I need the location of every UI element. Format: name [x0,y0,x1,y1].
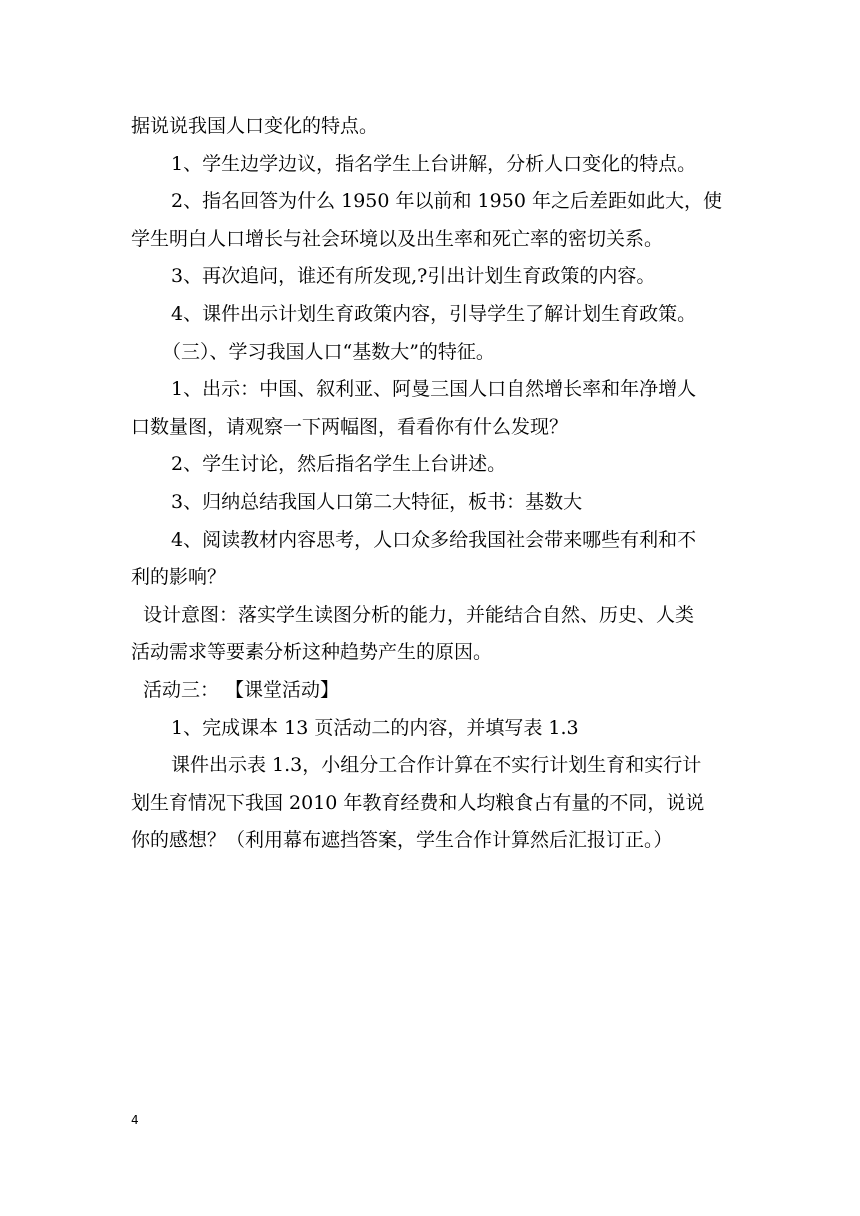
paragraph-line: 2、指名回答为什么 1950 年以前和 1950 年之后差距如此大，使 [171,190,722,213]
paragraph-line: 学生明白人口增长与社会环境以及出生率和死亡率的密切关系。 [131,227,664,250]
activity-heading: 活动三： 【课堂活动】 [143,678,340,701]
paragraph-line: 活动需求等要素分析这种趋势产生的原因。 [131,641,493,664]
paragraph-line: 口数量图，请观察一下两幅图，看看你有什么发现？ [131,415,569,438]
paragraph-line: 4、课件出示计划生育政策内容，引导学生了解计划生育政策。 [171,302,697,325]
section-heading: （三）、学习我国人口“基数大”的特征。 [162,340,495,363]
paragraph-line: 课件出示表 1.3，小组分工合作计算在不实行计划生育和实行计 [171,754,702,777]
page-number: 4 [131,1113,139,1127]
paragraph-line: 据说说我国人口变化的特点。 [131,115,379,137]
paragraph-line: 3、归纳总结我国人口第二大特征，板书：基数大 [171,490,583,513]
paragraph-line: 1、学生边学边议，指名学生上台讲解，分析人口变化的特点。 [171,152,697,175]
paragraph-line: 你的感想？（利用幕布遮挡答案，学生合作计算然后汇报订正。） [131,829,673,852]
paragraph-line: 1、出示：中国、叙利亚、阿曼三国人口自然增长率和年净增人 [171,378,697,401]
paragraph-line: 3、再次追问，谁还有所发现,?引出计划生育政策的内容。 [171,265,656,288]
paragraph-line: 利的影响？ [131,566,227,589]
design-intent-line: 设计意图：落实学生读图分析的能力，并能结合自然、历史、人类 [143,603,695,626]
paragraph-line: 1、完成课本 13 页活动二的内容，并填写表 1.3 [171,716,579,739]
paragraph-line: 2、学生讨论，然后指名学生上台讲述。 [171,453,507,476]
paragraph-line: 4、阅读教材内容思考，人口众多给我国社会带来哪些有利和不 [171,528,697,551]
body-text [131,108,731,860]
paragraph-line: 划生育情况下我国 2010 年教育经费和人均粮食占有量的不同，说说 [131,791,705,814]
